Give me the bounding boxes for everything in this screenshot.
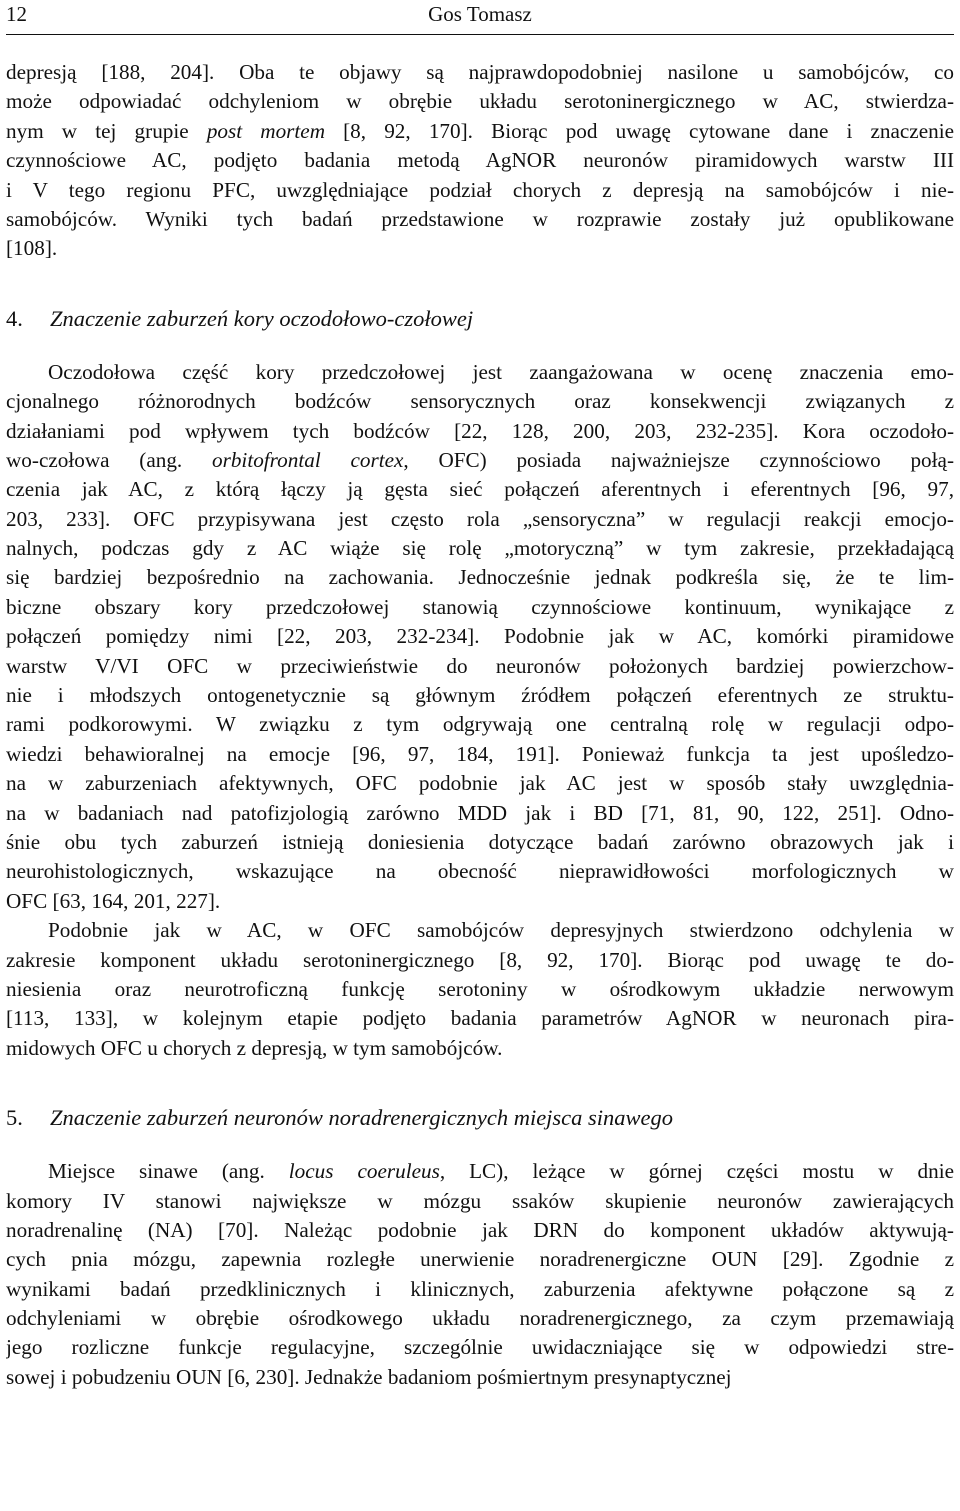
paragraph-3	[6, 916, 954, 1063]
paragraph-1	[6, 58, 954, 264]
paragraph-2	[6, 358, 954, 916]
text-run: niesienia oraz neurotroficzną funkcję serotoniny w ośrodkowym układzie nerwowym	[6, 976, 954, 1001]
text-run: się bardziej bezpośrednio na zachowania. Jednocześnie jednak podkreśla się, że te lim-	[6, 565, 954, 590]
text-run: wo-czołowa (ang.	[6, 447, 212, 472]
spacer	[6, 1063, 954, 1103]
text-line	[6, 146, 954, 175]
page-header	[6, 0, 954, 34]
text-line	[6, 710, 954, 739]
text-run: połączeń pomiędzy nimi [22, 203, 232-234]. Podobnie jak w AC, komórki piramidowe	[6, 624, 954, 649]
text-run: czynnościowe AC, podjęto badania metodą AgNOR neuronów piramidowych warstw III	[6, 148, 954, 173]
italic-term: orbitofrontal cortex	[212, 447, 404, 472]
text-line	[6, 1245, 954, 1274]
text-run: warstw V/VI OFC w przeciwieństwie do neuronów położonych bardziej powierzchow-	[6, 653, 954, 678]
text-line	[6, 358, 954, 387]
text-run: [113, 133], w kolejnym etapie podjęto badania parametrów AgNOR w neuronach pira-	[6, 1006, 954, 1031]
text-run: noradrenalinę (NA) [70]. Należąc podobnie jak DRN do komponent układów aktywują-	[6, 1217, 954, 1242]
text-line	[6, 505, 954, 534]
text-run: neurohistologicznych, wskazujące na obecność nieprawidłowości morfologicznych w	[6, 859, 954, 884]
spacer	[6, 1133, 954, 1157]
text-run: Podobnie jak w AC, w OFC samobójców depresyjnych stwierdzono odchylenia w	[48, 918, 954, 943]
text-run: Miejsce sinawe (ang.	[48, 1159, 289, 1184]
text-line	[6, 475, 954, 504]
text-run: działaniami pod wpływem tych bodźców [22, 128, 200, 203, 232-235]. Kora oczodoło-	[6, 418, 954, 443]
italic-term: post mortem	[206, 118, 325, 143]
text-line	[6, 1034, 954, 1063]
text-line	[6, 622, 954, 651]
text-line	[6, 1157, 954, 1186]
text-line	[6, 887, 954, 916]
section-heading-5	[6, 1103, 954, 1133]
text-run: komory IV stanowi największe w mózgu ssaków skupienie neuronów zawierających	[6, 1188, 954, 1213]
text-line	[6, 828, 954, 857]
text-run: jego rozliczne funkcje regulacyjne, szczególnie uwidaczniające się w odpowiedzi stre-	[6, 1335, 954, 1360]
text-run: midowych OFC u chorych z depresją, w tym samobójców.	[6, 1035, 503, 1060]
text-run: 203, 233]. OFC przypisywana jest często rola „sensoryczna” w regulacji reakcji emocjo-	[6, 506, 954, 531]
text-run: cych pnia mózgu, zapewnia rozległe unerwienie noradrenergiczne OUN [29]. Zgodnie z	[6, 1247, 954, 1272]
text-line	[6, 916, 954, 945]
text-run: depresją [188, 204]. Oba te objawy są najprawdopodobniej nasilone u samobójców, co	[6, 60, 954, 84]
text-line	[6, 799, 954, 828]
text-line	[6, 417, 954, 446]
text-run: Oczodołowa część kory przedczołowej jest zaangażowana w ocenę znaczenia emo-	[48, 359, 954, 384]
spacer	[6, 334, 954, 358]
text-run: i V tego regionu PFC, uwzględniające podział chorych z depresją na samobójców i nie-	[6, 177, 954, 202]
text-line	[6, 58, 954, 87]
text-run: może odpowiadać odchyleniom w obrębie układu serotoninergicznego w AC, stwierdza-	[6, 89, 954, 114]
text-run: , OFC) posiada najważniejsze czynnościowo połą-	[403, 447, 954, 472]
text-line	[6, 1304, 954, 1333]
text-run: nie i młodszych ontogenetycznie są głównym źródłem połączeń eferentnych ze struktu-	[6, 683, 954, 708]
text-run: odchyleniami w obrębie ośrodkowego układu noradrenergicznego, za czym przemawiają	[6, 1306, 954, 1331]
text-line	[6, 117, 954, 146]
text-run: czenia jak AC, z którą łączy ją gęsta sieć połączeń aferentnych i eferentnych [96, 97,	[6, 477, 954, 502]
section-number: 4.	[6, 305, 23, 331]
text-line	[6, 769, 954, 798]
section-heading-4	[6, 304, 954, 334]
page-body	[6, 58, 954, 1392]
text-line	[6, 740, 954, 769]
text-run: rami podkorowymi. W związku z tym odgrywają one centralną rolę w regulacji odpo-	[6, 712, 954, 737]
text-line	[6, 234, 954, 263]
spacer	[6, 264, 954, 304]
text-run: [108].	[6, 236, 58, 261]
text-line	[6, 1333, 954, 1362]
text-line	[6, 1275, 954, 1304]
page-number: 12	[6, 2, 27, 26]
text-line	[6, 176, 954, 205]
section-title: Znaczenie zaburzeń neuronów noradrenergicznych miejsca sinawego	[50, 1105, 674, 1131]
section-number: 5.	[6, 1105, 23, 1131]
text-line	[6, 1004, 954, 1033]
italic-term: locus coeruleus	[288, 1159, 440, 1184]
text-line	[6, 1363, 954, 1392]
text-run: biczne obszary kory przedczołowej stanowią czynnościowe kontinuum, wynikające z	[6, 594, 954, 619]
text-line	[6, 857, 954, 886]
text-run: na w badaniach nad patofizjologią zarówno MDD jak i BD [71, 81, 90, 122, 251]. Odno-	[6, 800, 954, 825]
paragraph-4	[6, 1157, 954, 1392]
text-line	[6, 946, 954, 975]
header-rule	[6, 34, 954, 35]
text-run: [8, 92, 170]. Biorąc pod uwagę cytowane dane i znaczenie	[325, 118, 954, 143]
text-run: sowej i pobudzeniu OUN [6, 230]. Jednakże badaniom pośmiertnym presynaptycznej	[6, 1364, 732, 1389]
text-line	[6, 681, 954, 710]
text-line	[6, 593, 954, 622]
text-line	[6, 446, 954, 475]
text-line	[6, 975, 954, 1004]
text-run: nym w tej grupie	[6, 118, 207, 143]
text-line	[6, 652, 954, 681]
text-line	[6, 387, 954, 416]
running-head: Gos Tomasz	[428, 2, 532, 26]
text-run: cjonalnego różnorodnych bodźców sensorycznych oraz konsekwencji związanych z	[6, 389, 954, 414]
text-run: nalnych, podczas gdy z AC wiąże się rolę „motoryczną” w tym zakresie, przekładającą	[6, 536, 954, 561]
text-run: samobójców. Wyniki tych badań przedstawione w rozprawie zostały już opublikowane	[6, 206, 954, 231]
text-line	[6, 563, 954, 592]
text-line	[6, 87, 954, 116]
text-run: śnie obu tych zaburzeń istnieją doniesienia dotyczące badań zarówno obrazowych jak i	[6, 829, 954, 854]
text-run: , LC), leżące w górnej części mostu w dnie	[439, 1159, 954, 1184]
text-run: OFC [63, 164, 201, 227].	[6, 888, 221, 913]
section-title: Znaczenie zaburzeń kory oczodołowo-czołowej	[50, 305, 474, 331]
text-run: wynikami badań przedklinicznych i klinicznych, zaburzenia afektywne połączone są z	[6, 1276, 954, 1301]
text-line	[6, 1216, 954, 1245]
text-line	[6, 534, 954, 563]
text-line	[6, 1187, 954, 1216]
text-line	[6, 205, 954, 234]
text-run: wiedzi behawioralnej na emocje [96, 97, 184, 191]. Ponieważ funkcja ta jest upośledzo-	[6, 741, 954, 766]
text-run: na w zaburzeniach afektywnych, OFC podobnie jak AC jest w sposób stały uwzględnia-	[6, 771, 954, 796]
text-run: zakresie komponent układu serotoninergicznego [8, 92, 170]. Biorąc pod uwagę te do-	[6, 947, 954, 972]
